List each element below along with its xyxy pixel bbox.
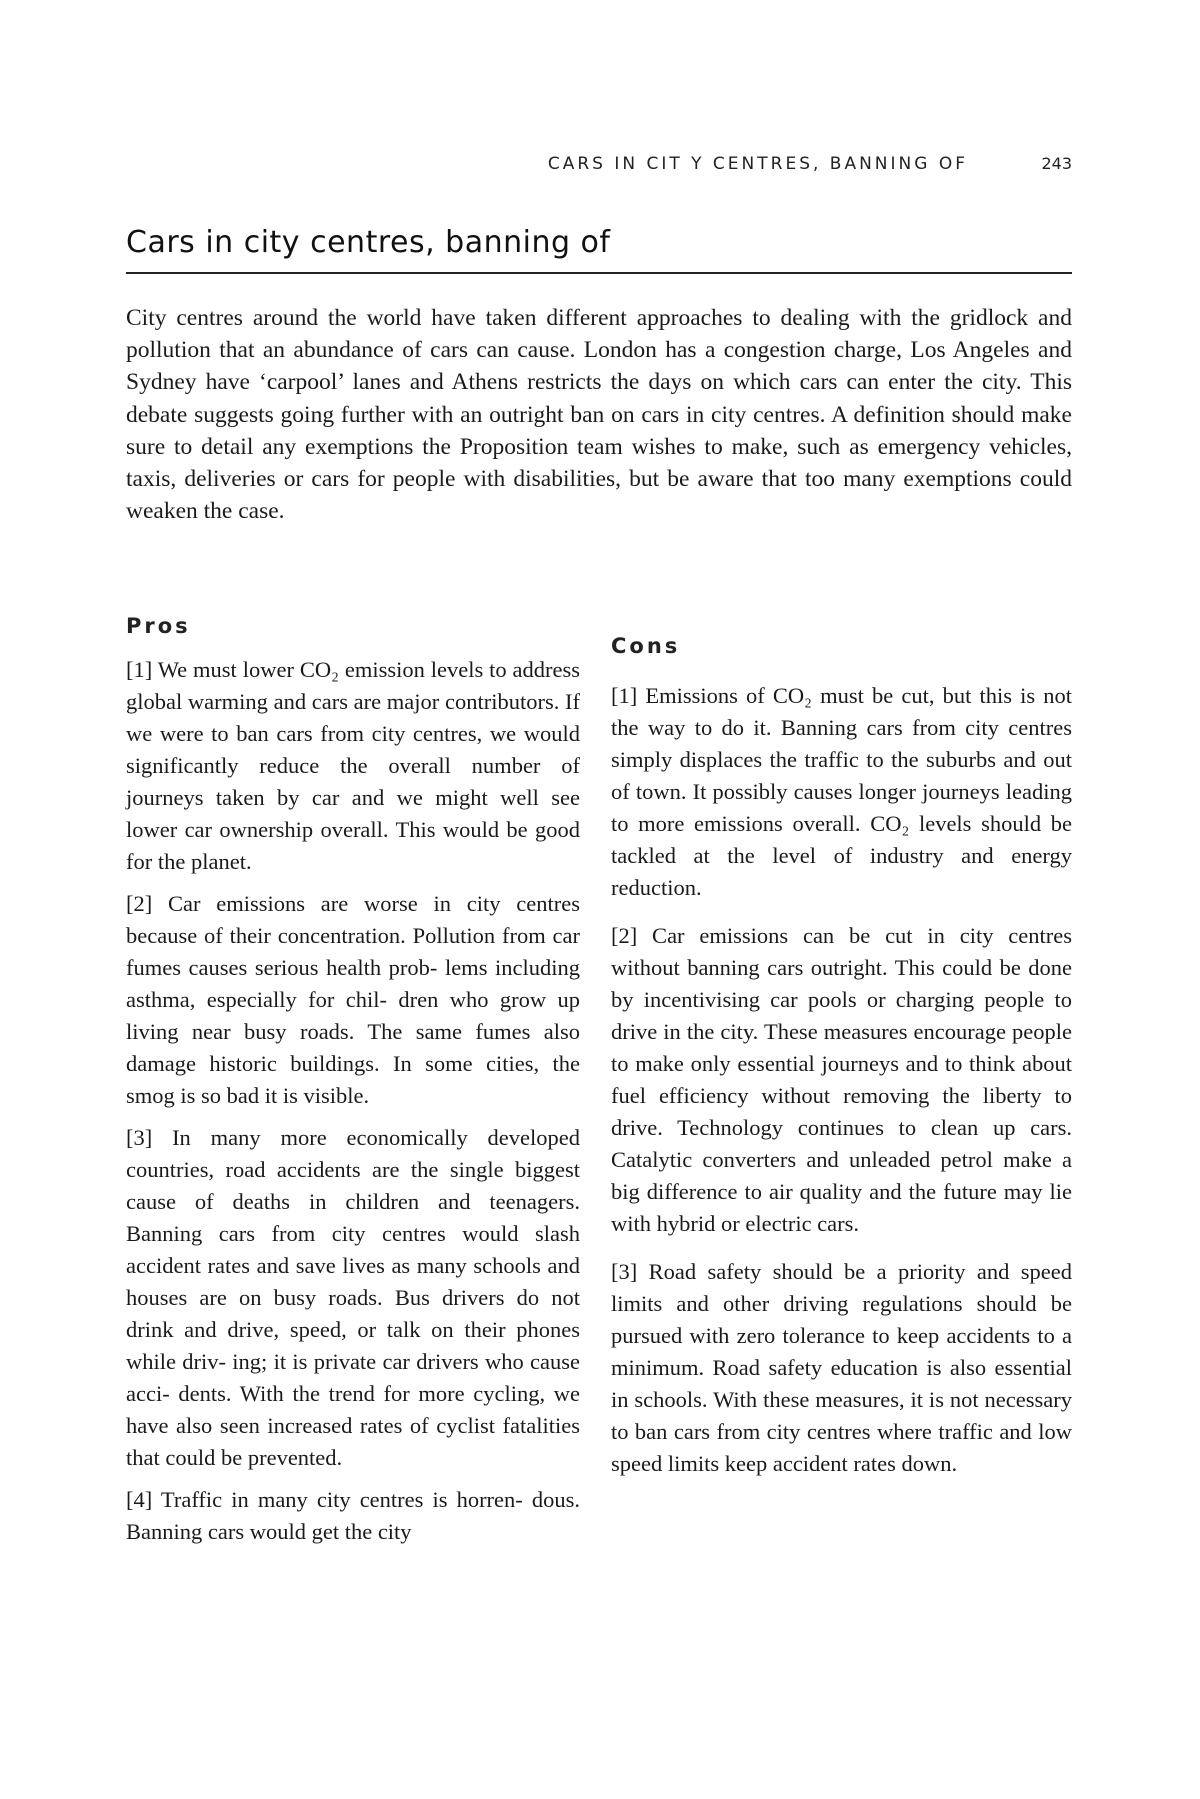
cons-paragraph: [1] Emissions of CO₂ must be cut, but this is not the way to do it. Banning cars from city centres simply displaces the traffic to the suburbs and out of town. It possibly causes longer journeys leading to more emissions overall. CO₂ levels should be tackled at the level of industry and energy reduction. — [611, 683, 1072, 900]
cons-heading: Cons — [611, 634, 681, 658]
pros-paragraph: [3] In many more economically developed countries, road accidents are the single biggest cause of deaths in children and teenagers. Banning cars from city centres would slash accident rates and save lives as many schools and houses are on busy roads. Bus drivers do not drink and drive, speed, or talk on their phones while driv- ing; it is private car drivers who cause acci- dents. With the trend for more cycling, we have also seen increased rates of cyclist fatalities that could be prevented. — [126, 1125, 580, 1470]
title-divider — [126, 272, 1072, 274]
cons-column — [611, 630, 1072, 1496]
pros-paragraph: [1] We must lower CO₂ emission levels to address global warming and cars are major contributors. If we were to ban cars from city centres, we would significantly reduce the overall number of journeys taken by car and we might well see lower car ownership overall. This would be good for the planet. — [126, 657, 580, 874]
pros-paragraph: [4] Traffic in many city centres is horren- dous. Banning cars would get the city — [126, 1487, 580, 1544]
pros-heading: Pros — [126, 614, 191, 638]
running-head — [126, 152, 1072, 178]
cons-paragraph: [3] Road safety should be a priority and speed limits and other driving regulations should be pursued with zero tolerance to keep accidents to a minimum. Road safety education is also essential in schools. With these measures, it is not necessary to ban cars from city centres where traffic and low speed limits keep accident rates down. — [611, 1259, 1072, 1476]
running-title: CARS IN CIT Y CENTRES, BANNING OF — [547, 154, 968, 174]
cons-paragraph: [2] Car emissions can be cut in city centres without banning cars outright. This could be done by incentivising car pools or charging people to drive in the city. These measures encourage people to make only essential journeys and to think about fuel efficiency without removing the liberty to drive. Technology continues to clean up cars. Catalytic converters and unleaded petrol make a big difference to air quality and the future may lie with hybrid or electric cars. — [611, 923, 1072, 1236]
article-title: Cars in city centres, banning of — [126, 225, 611, 260]
intro-paragraph: City centres around the world have taken different approaches to dealing with the gridlock and pollution that an abundance of cars can cause. London has a congestion charge, Los Angeles and Sydney have ‘carpool’ lanes and Athens restricts the days on which cars can enter the city. This debate suggests going further with an outright ban on cars in city centres. A definition should make sure to detail any exemptions the Proposition team wishes to make, such as emergency vehicles, taxis, deliveries or cars for people with disabilities, but be aware that too many exemptions could weaken the case. — [126, 305, 1072, 525]
page-number: 243 — [1041, 154, 1072, 173]
pros-column — [126, 610, 580, 1558]
pros-paragraph: [2] Car emissions are worse in city centres because of their concentration. Pollution from car fumes causes serious health prob- lems including asthma, especially for chil- dren who grow up living near busy roads. The same fumes also damage historic buildings. In some cities, the smog is so bad it is visible. — [126, 891, 580, 1108]
